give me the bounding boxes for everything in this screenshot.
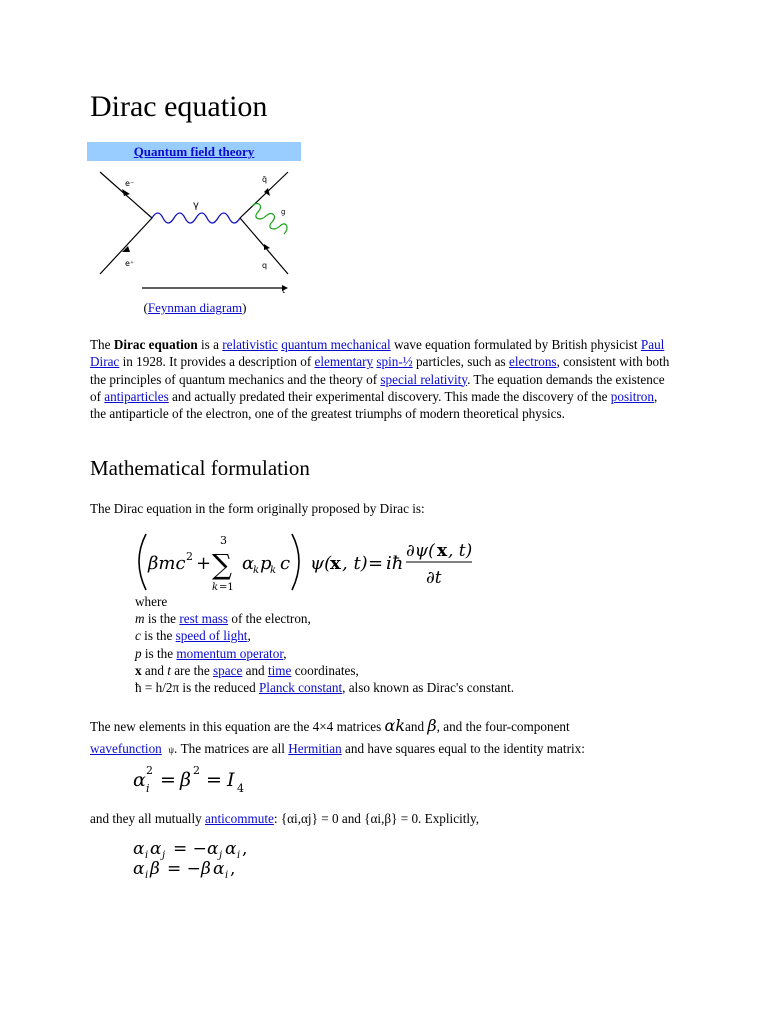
svg-text:+: + bbox=[196, 553, 212, 574]
svg-text:i: i bbox=[145, 850, 149, 861]
where-label: where bbox=[135, 594, 168, 609]
svg-text:β: β bbox=[180, 769, 191, 791]
planck-constant-link[interactable]: Planck constant bbox=[258, 680, 343, 696]
hermitian-link[interactable]: Hermitian bbox=[288, 741, 342, 756]
anticommute-link[interactable]: anticommute bbox=[205, 811, 274, 826]
bold-term: Dirac equation bbox=[113, 337, 198, 352]
svg-text:α: α bbox=[133, 769, 146, 791]
svg-text:α: α bbox=[150, 839, 162, 859]
svg-text:=: = bbox=[206, 769, 222, 791]
svg-text:β: β bbox=[150, 859, 160, 879]
svg-text:α: α bbox=[133, 839, 145, 859]
gamma-label: γ bbox=[193, 200, 199, 211]
svg-text:,: , bbox=[242, 839, 248, 859]
svg-text:∂ψ(: ∂ψ( bbox=[406, 541, 435, 561]
svg-text:3: 3 bbox=[220, 534, 227, 547]
svg-text:α: α bbox=[213, 859, 225, 879]
svg-text:= −: = − bbox=[173, 839, 207, 859]
rest-mass-link[interactable]: rest mass bbox=[179, 611, 229, 627]
form-sentence: The Dirac equation in the form originally proposed by Dirac is: bbox=[90, 501, 425, 516]
svg-text:k: k bbox=[253, 565, 260, 576]
where-planck: ħ = h/2π is the reduced Planck constant, also known as Dirac's constant. bbox=[135, 680, 515, 696]
where-speed: c is the speed of light, bbox=[135, 628, 251, 644]
e-minus-label: e⁻ bbox=[125, 179, 135, 188]
feynman-diagram-link[interactable]: Feynman diagram bbox=[147, 300, 243, 315]
svg-text:2: 2 bbox=[146, 764, 153, 777]
svg-text:j: j bbox=[219, 850, 223, 861]
e-plus-label: e⁺ bbox=[125, 259, 135, 268]
svg-text:iħ: iħ bbox=[386, 553, 404, 574]
where-coordinates: x and t are the space and time coordinates, bbox=[135, 662, 359, 678]
special-relativity-link[interactable]: special relativity bbox=[380, 371, 468, 387]
wavefunction-link[interactable]: wavefunction bbox=[90, 741, 162, 756]
svg-text:I: I bbox=[227, 769, 235, 791]
svg-text:i: i bbox=[225, 870, 229, 880]
svg-text:c: c bbox=[280, 553, 291, 574]
svg-text:k: k bbox=[270, 565, 277, 576]
svg-text:α: α bbox=[225, 839, 237, 859]
section-heading: Mathematical formulation bbox=[90, 456, 310, 480]
svg-text:,: , bbox=[230, 859, 236, 879]
q-label: q bbox=[262, 261, 268, 270]
svg-text:=: = bbox=[160, 769, 176, 791]
where-momentum: p is the momentum operator, bbox=[135, 645, 287, 661]
space-link[interactable]: space bbox=[213, 662, 243, 678]
svg-text:∂t: ∂t bbox=[426, 568, 442, 588]
svg-text:, t): , t) bbox=[342, 553, 368, 574]
beta-symbol: β bbox=[427, 716, 437, 735]
feynman-diagram bbox=[92, 166, 292, 296]
intro-paragraph: The Dirac equation is a relativistic quantum mechanical wave equation formulated by British physicist Paul Dirac in 1928. It provides a description of elementary spin-½ particles, such as electrons, consistent with both the principles of quantum mechanics and the theory of special relativity. The equation demands the existence of antiparticles and actually predated their experimental discovery. This made the discovery of the positron, the antiparticle of the electron, one of the greatest triumphs of modern theoretical physics. bbox=[90, 337, 670, 422]
q-bar-label: q̄ bbox=[262, 175, 268, 184]
svg-text:α: α bbox=[207, 839, 219, 859]
relativistic-link[interactable]: relativistic bbox=[222, 337, 278, 352]
psi-symbol: ψ bbox=[168, 745, 175, 755]
where-list bbox=[135, 593, 514, 696]
speed-of-light-link[interactable]: speed of light bbox=[175, 628, 248, 644]
identity-equation bbox=[133, 762, 273, 796]
svg-text:k: k bbox=[212, 582, 219, 593]
svg-text:i: i bbox=[237, 850, 241, 861]
svg-text:βmc: βmc bbox=[148, 553, 186, 574]
electrons-link[interactable]: electrons bbox=[508, 354, 557, 370]
quantum-mechanical-link[interactable]: quantum mechanical bbox=[281, 337, 391, 352]
spin-half-link[interactable]: spin-½ bbox=[376, 354, 413, 370]
svg-text:4: 4 bbox=[237, 782, 244, 795]
svg-text:=1: =1 bbox=[219, 582, 234, 593]
svg-text:p: p bbox=[260, 553, 272, 574]
positron-link[interactable]: positron bbox=[610, 388, 654, 404]
svg-text:∑: ∑ bbox=[212, 548, 232, 581]
where-mass: m is the rest mass of the electron, bbox=[135, 611, 311, 627]
antiparticles-link[interactable]: antiparticles bbox=[104, 388, 169, 404]
svg-text:x: x bbox=[330, 553, 341, 574]
svg-text:i: i bbox=[146, 782, 150, 795]
new-elements-paragraph: The new elements in this equation are the 4×4 matrices αkand β, and the four-component wavefunction ψ. The matrices are all Hermitian and have squares equal to the identity matrix: bbox=[90, 716, 585, 756]
page-title: Dirac equation bbox=[90, 90, 268, 123]
svg-text:α: α bbox=[242, 553, 255, 574]
svg-text:i: i bbox=[145, 870, 149, 880]
quantum-field-theory-link[interactable]: Quantum field theory bbox=[133, 144, 255, 159]
alpha-k-symbol: αk bbox=[384, 716, 406, 735]
time-label: t bbox=[282, 286, 286, 295]
anticommute-paragraph: and they all mutually anticommute: {αi,αj} = 0 and {αi,β} = 0. Explicitly, bbox=[90, 811, 480, 826]
svg-text:= −: = − bbox=[167, 859, 201, 879]
time-link[interactable]: time bbox=[267, 662, 292, 678]
svg-text:=: = bbox=[368, 553, 384, 574]
dirac-equation-formula bbox=[130, 528, 475, 598]
gluon-label: g bbox=[281, 208, 286, 216]
svg-text:2: 2 bbox=[186, 550, 193, 563]
anticommutation-equations bbox=[133, 836, 293, 880]
svg-text:x: x bbox=[437, 541, 448, 561]
paul-dirac-link[interactable]: Paul Dirac bbox=[90, 337, 665, 370]
svg-text:2: 2 bbox=[193, 764, 200, 777]
infobox-header bbox=[87, 142, 301, 161]
svg-text:β: β bbox=[201, 859, 211, 879]
svg-text:ψ(: ψ( bbox=[310, 553, 332, 574]
svg-text:, t): , t) bbox=[448, 541, 473, 561]
svg-text:j: j bbox=[162, 850, 166, 861]
elementary-link[interactable]: elementary bbox=[314, 354, 374, 370]
momentum-operator-link[interactable]: momentum operator bbox=[176, 645, 284, 661]
infobox-caption: (Feynman diagram) bbox=[143, 300, 247, 315]
svg-text:α: α bbox=[133, 859, 145, 879]
